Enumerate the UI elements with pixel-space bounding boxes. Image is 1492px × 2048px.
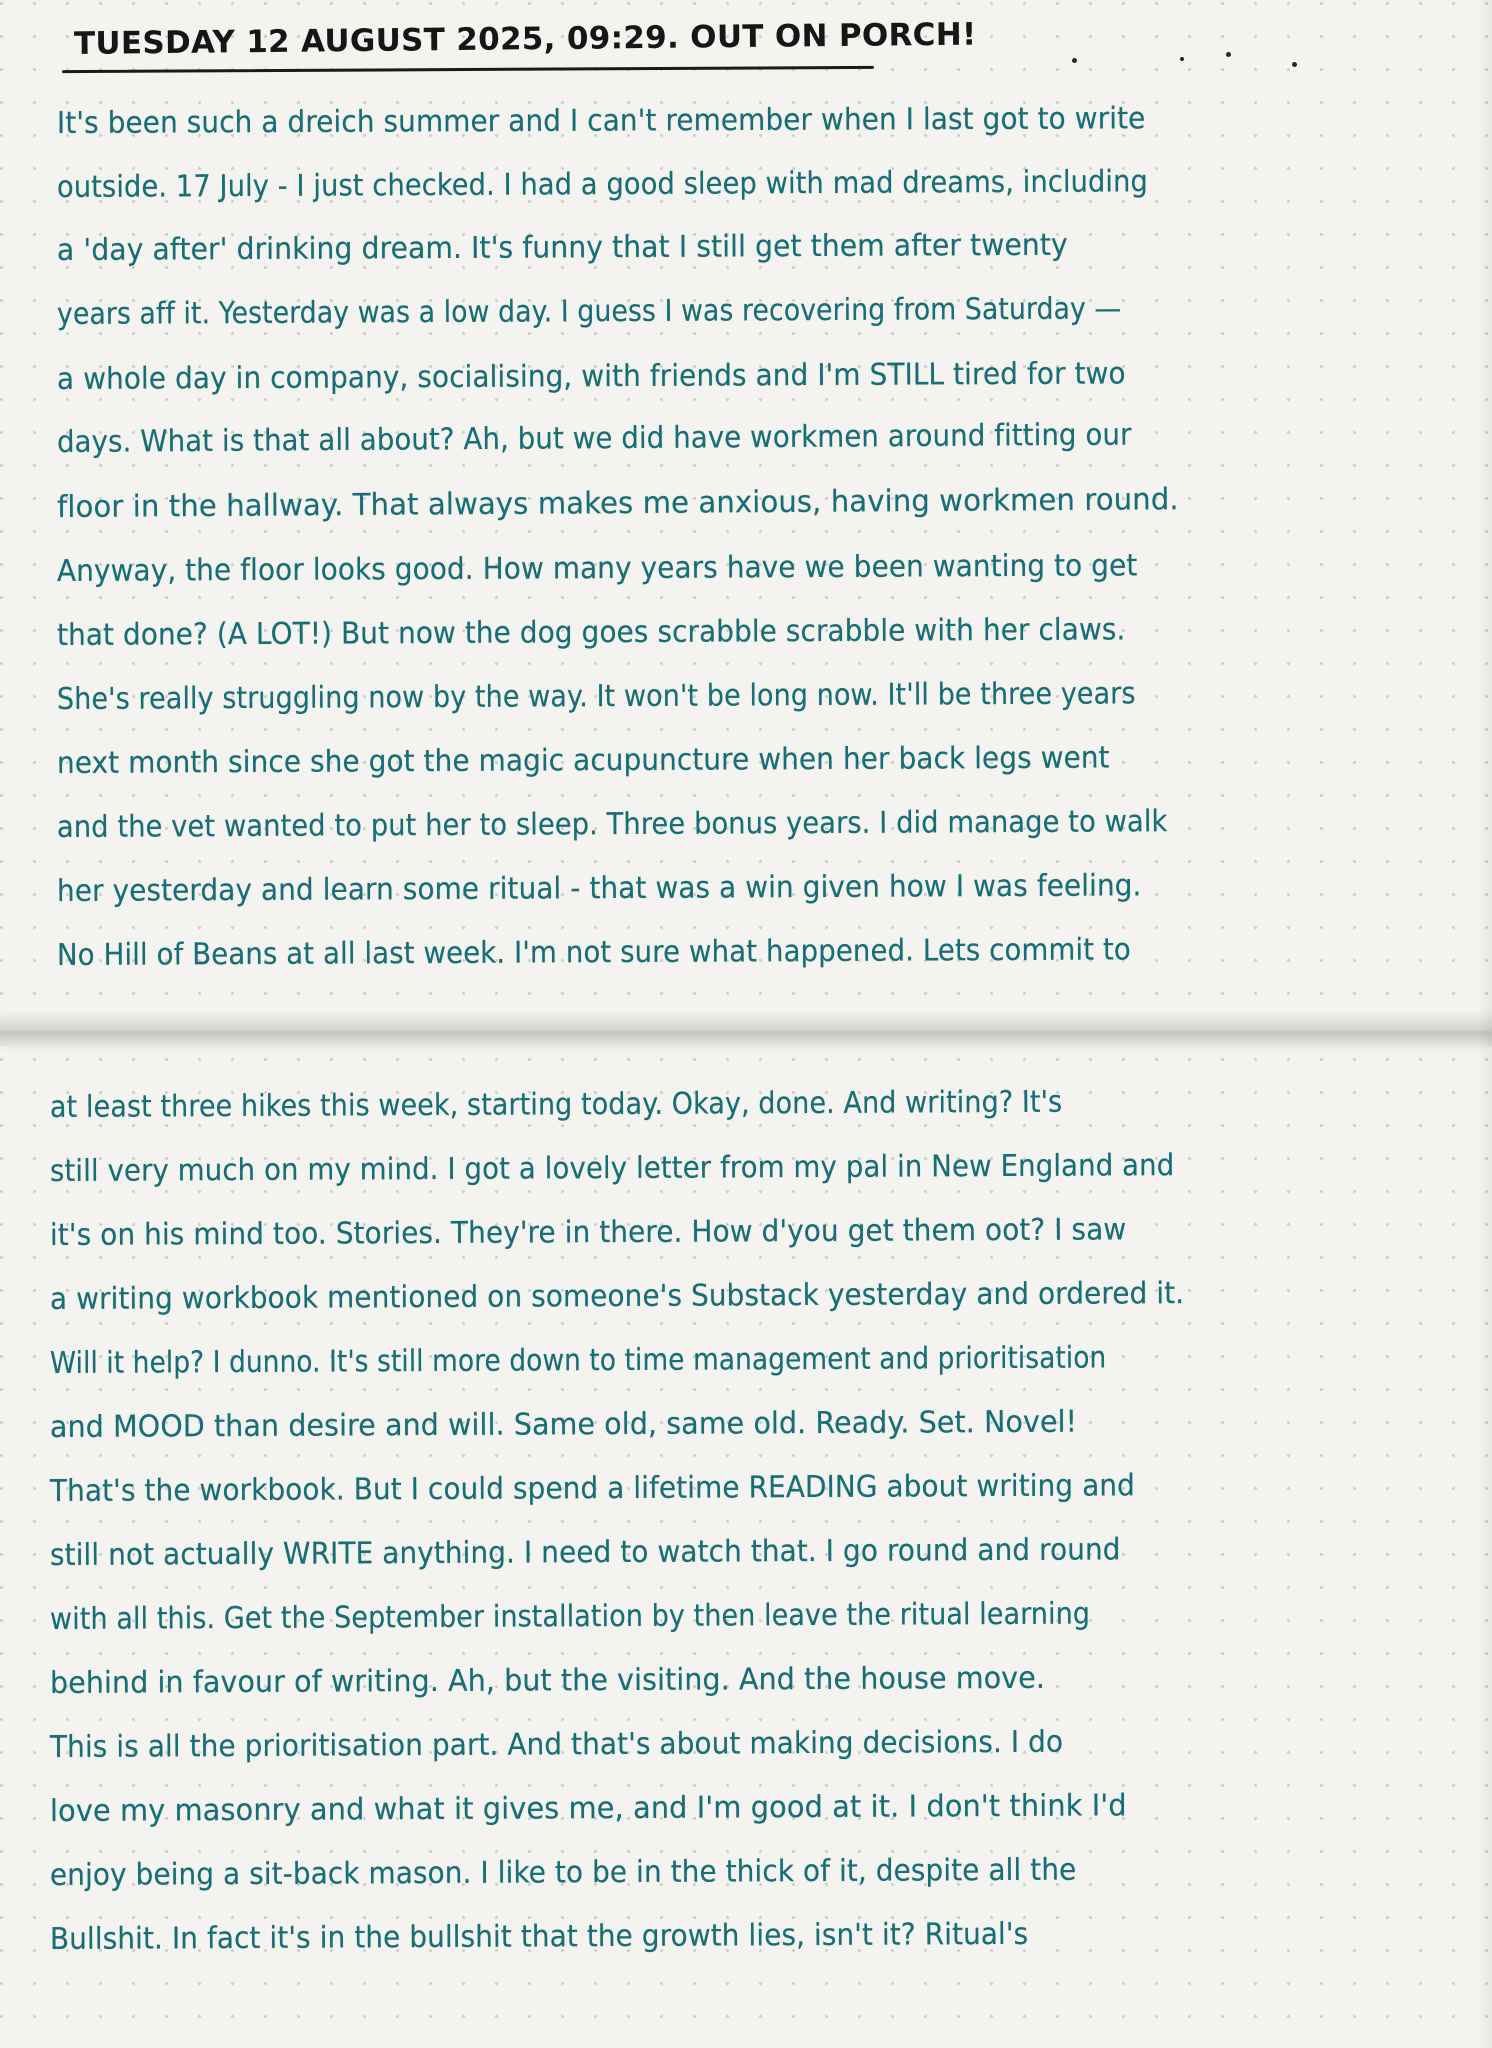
heading-underline bbox=[62, 66, 874, 73]
journal-page-top bbox=[0, 0, 1492, 1018]
journal-line: She's really struggling now by the way. It won't be long now. It'll be three years bbox=[56, 676, 1136, 717]
journal-line: at least three hikes this week, starting today. Okay, done. And writing? It's bbox=[49, 1084, 1063, 1125]
journal-line: next month since she got the magic acupuncture when her back legs went bbox=[56, 740, 1110, 781]
journal-line: a 'day after' drinking dream. It's funny that I still get them after twenty bbox=[56, 227, 1068, 268]
ink-speck bbox=[1226, 52, 1231, 57]
journal-line: floor in the hallway. That always makes me anxious, having workmen round. bbox=[56, 482, 1179, 525]
journal-line: Bullshit. In fact it's in the bullshit that the growth lies, isn't it? Ritual's bbox=[49, 1916, 1029, 1957]
journal-line: Will it help? I dunno. It's still more down to time management and prioritisation bbox=[49, 1340, 1107, 1381]
journal-line: a whole day in company, socialising, with friends and I'm STILL tired for two bbox=[56, 356, 1126, 397]
journal-line: enjoy being a sit-back mason. I like to be in the thick of it, despite all the bbox=[49, 1852, 1077, 1893]
journal-line: That's the workbook. But I could spend a lifetime READING about writing and bbox=[49, 1468, 1136, 1509]
journal-line: and the vet wanted to put her to sleep. Three bonus years. I did manage to walk bbox=[56, 804, 1168, 845]
entry-heading: TUESDAY 12 AUGUST 2025, 09:29. OUT ON PORCH! bbox=[73, 16, 977, 62]
journal-line: It's been such a dreich summer and I can't remember when I last got to write bbox=[56, 101, 1146, 141]
journal-line: still not actually WRITE anything. I need to watch that. I go round and round bbox=[49, 1532, 1121, 1573]
journal-line: days. What is that all about? Ah, but we did have workmen around fitting our bbox=[56, 417, 1132, 460]
journal-line: her yesterday and learn some ritual - that was a win given how I was feeling. bbox=[56, 868, 1142, 909]
journal-page-bottom bbox=[0, 1042, 1492, 2048]
ink-speck bbox=[1180, 57, 1184, 61]
journal-line: love my masonry and what it gives me, and I'm good at it. I don't think I'd bbox=[49, 1788, 1127, 1829]
journal-line: and MOOD than desire and will. Same old, same old. Ready. Set. Novel! bbox=[49, 1404, 1078, 1445]
journal-line: behind in favour of writing. Ah, but the visiting. And the house move. bbox=[49, 1660, 1046, 1701]
page-edge-shadow bbox=[1478, 0, 1492, 2048]
journal-line: a writing workbook mentioned on someone's Substack yesterday and ordered it. bbox=[49, 1276, 1185, 1317]
journal-line: that done? (A LOT!) But now the dog goes scrabble scrabble with her claws. bbox=[56, 612, 1126, 653]
journal-line: Anyway, the floor looks good. How many years have we been wanting to get bbox=[56, 548, 1138, 589]
journal-line: still very much on my mind. I got a lovely letter from my pal in New England and bbox=[49, 1148, 1175, 1189]
journal-line: No Hill of Beans at all last week. I'm not sure what happened. Lets commit to bbox=[56, 932, 1131, 973]
ink-speck bbox=[1292, 62, 1297, 67]
journal-line: it's on his mind too. Stories. They're in there. How d'you get them oot? I saw bbox=[49, 1212, 1127, 1253]
journal-line: with all this. Get the September installation by then leave the ritual learning bbox=[49, 1596, 1091, 1637]
ink-speck bbox=[1072, 58, 1077, 63]
journal-line: years aff it. Yesterday was a low day. I guess I was recovering from Saturday — bbox=[56, 291, 1122, 332]
journal-line: outside. 17 July - I just checked. I had a good sleep with mad dreams, including bbox=[56, 164, 1148, 205]
journal-line: This is all the prioritisation part. And that's about making decisions. I do bbox=[49, 1724, 1064, 1765]
